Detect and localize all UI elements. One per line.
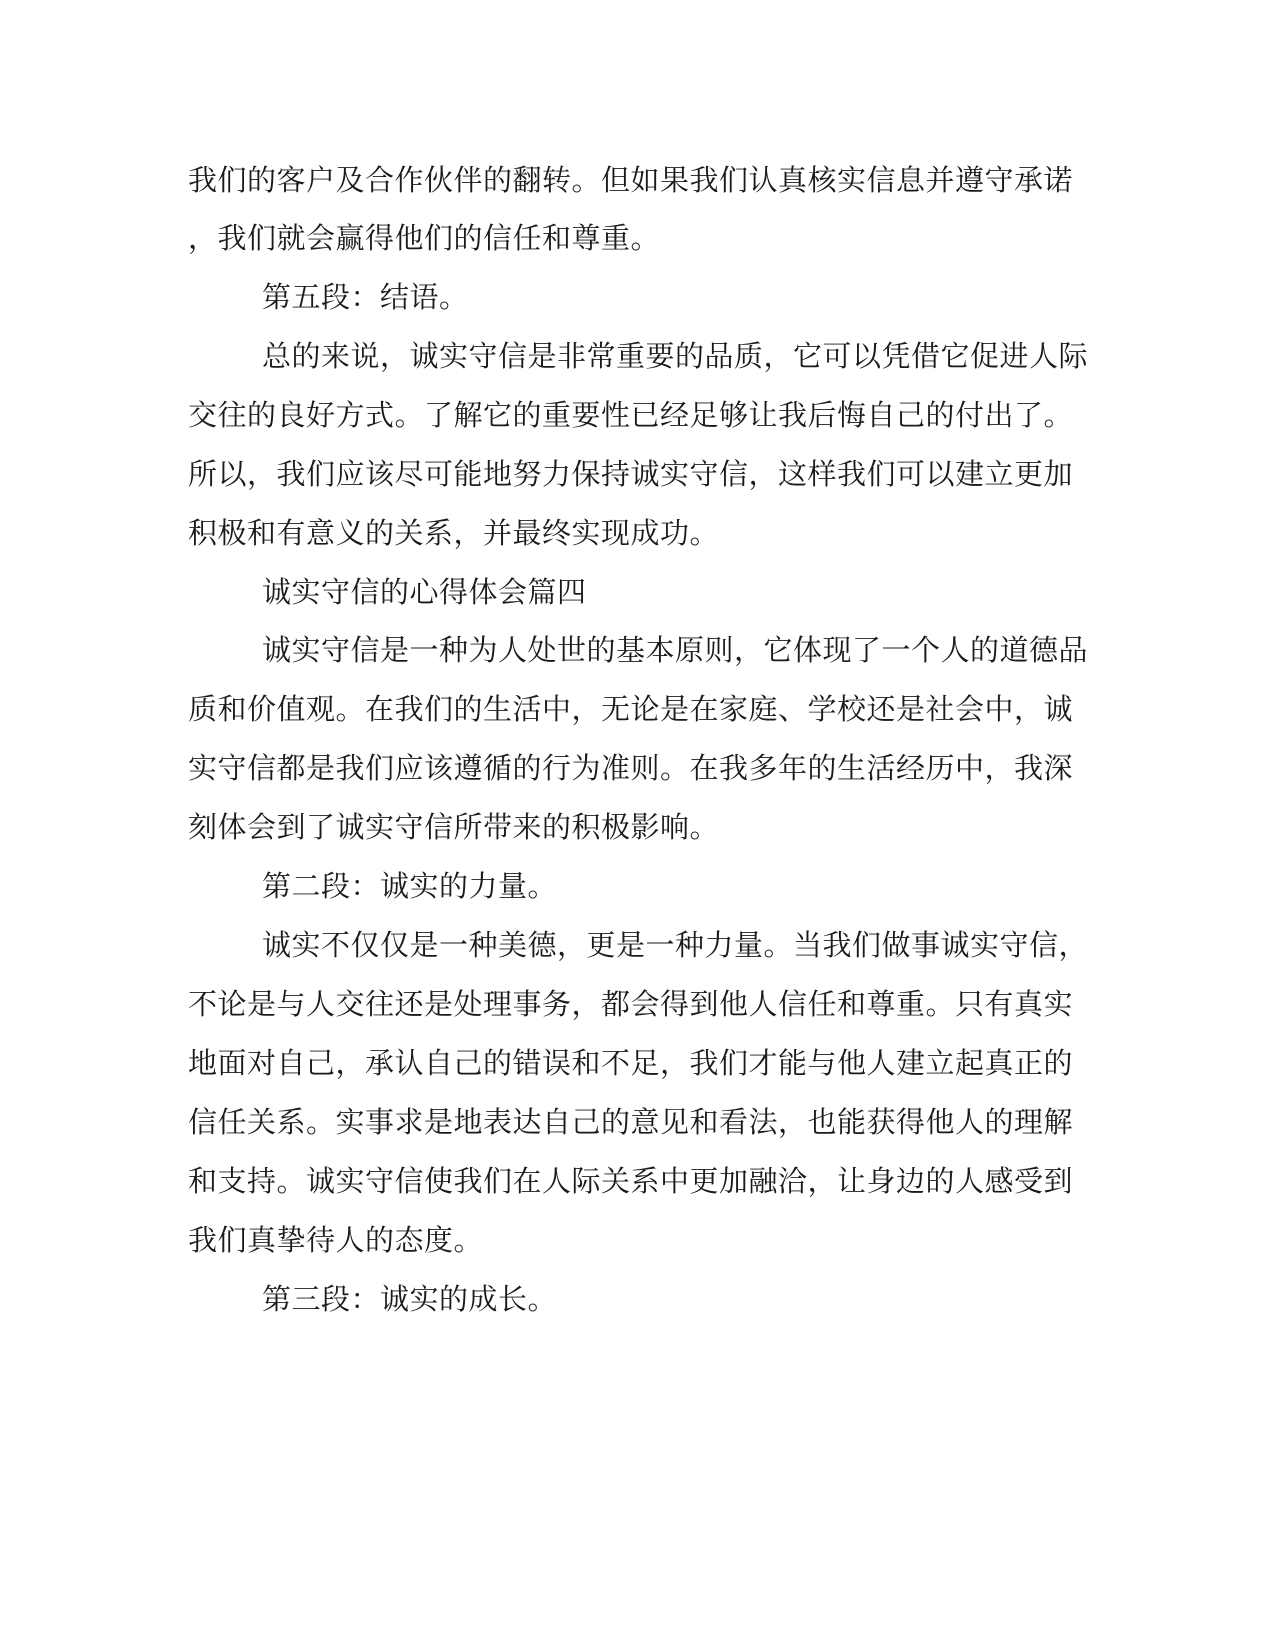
text-line: 刻体会到了诚实守信所带来的积极影响。: [188, 810, 720, 844]
section-heading: 第三段：诚实的成长。: [262, 1282, 558, 1316]
text-line: 诚实守信是一种为人处世的基本原则，它体现了一个人的道德品: [262, 633, 1089, 667]
text-line: 我们真挚待人的态度。: [188, 1223, 484, 1257]
text-line: 交往的良好方式。了解它的重要性已经足够让我后悔自己的付出了。: [188, 398, 1074, 432]
text-line: 信任关系。实事求是地表达自己的意见和看法，也能获得他人的理解: [188, 1105, 1074, 1139]
text-line: 实守信都是我们应该遵循的行为准则。在我多年的生活经历中，我深: [188, 751, 1074, 785]
text-line: 不论是与人交往还是处理事务，都会得到他人信任和尊重。只有真实: [188, 987, 1074, 1021]
text-line: 质和价值观。在我们的生活中，无论是在家庭、学校还是社会中，诚: [188, 692, 1074, 726]
article-title: 诚实守信的心得体会篇四: [262, 575, 587, 609]
text-line: 总的来说，诚实守信是非常重要的品质，它可以凭借它促进人际: [262, 339, 1089, 373]
section-heading: 第二段：诚实的力量。: [262, 869, 558, 903]
text-line: 诚实不仅仅是一种美德，更是一种力量。当我们做事诚实守信，: [262, 928, 1089, 962]
text-line: 积极和有意义的关系，并最终实现成功。: [188, 516, 720, 550]
text-line: ，我们就会赢得他们的信任和尊重。: [188, 221, 661, 255]
text-line: 我们的客户及合作伙伴的翻转。但如果我们认真核实信息并遵守承诺: [188, 163, 1074, 197]
text-line: 所以，我们应该尽可能地努力保持诚实守信，这样我们可以建立更加: [188, 457, 1074, 491]
section-heading: 第五段：结语。: [262, 280, 469, 314]
text-line: 地面对自己，承认自己的错误和不足，我们才能与他人建立起真正的: [188, 1046, 1074, 1080]
text-line: 和支持。诚实守信使我们在人际关系中更加融洽，让身边的人感受到: [188, 1164, 1074, 1198]
